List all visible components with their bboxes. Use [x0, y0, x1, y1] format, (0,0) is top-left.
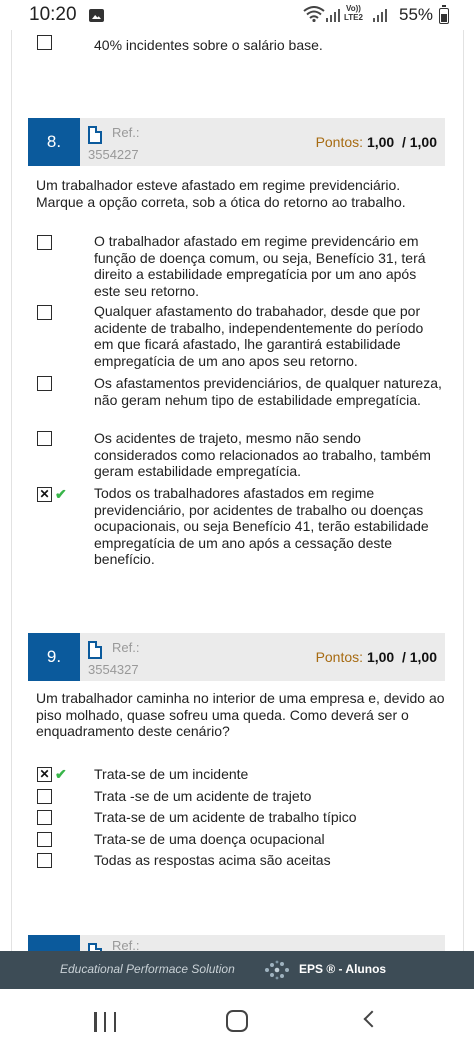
check-icon: ✔	[55, 766, 67, 782]
recents-icon[interactable]	[94, 1012, 116, 1032]
frame-border-right	[463, 30, 464, 951]
option-text: Os acidentes de trajeto, mesmo não sendo considerados como relacionados ao trabalho, também geram estabilidade empregatícia.	[94, 430, 431, 479]
navigation-bar	[0, 989, 474, 1053]
footer-tagline: Educational Performace Solution	[60, 962, 235, 976]
ref-code: 3554227	[88, 147, 139, 162]
option-checkbox[interactable]	[37, 832, 52, 847]
option-text: 40% incidentes sobre o salário base.	[94, 37, 323, 53]
question-points	[316, 649, 437, 665]
option-checkbox-checked[interactable]	[37, 487, 52, 502]
points-label: Pontos:	[315, 134, 364, 150]
battery-level: 55%	[399, 5, 434, 24]
volte-line-2: LTE2	[344, 13, 363, 22]
signal-icon	[326, 8, 342, 22]
footer-brand: EPS ® - Alunos	[299, 962, 387, 976]
exam-content[interactable]	[0, 30, 474, 951]
option-text: O trabalhador afastado em regime previdencário em função de doença comum, ou seja, Benefício 31, terá direito a estabilidade empregatícia por um ano após este seu retorno.	[94, 233, 426, 299]
points-total: 1,00	[409, 649, 437, 665]
question-number: 9.	[28, 633, 80, 681]
option-checkbox[interactable]	[37, 35, 52, 50]
back-icon[interactable]	[364, 1011, 381, 1028]
option-checkbox[interactable]	[37, 305, 52, 320]
points-separator: /	[401, 649, 406, 665]
question-header	[28, 118, 445, 166]
question-number	[28, 935, 80, 951]
option-checkbox[interactable]	[37, 431, 52, 446]
option-checkbox[interactable]	[37, 810, 52, 825]
option-text: Trata-se de um incidente	[94, 766, 249, 782]
volte-indicator	[344, 4, 363, 22]
volte-line-1: Vo))	[346, 4, 361, 13]
question-header	[28, 935, 445, 951]
eps-logo-icon	[262, 960, 292, 980]
option-text: Trata-se de uma doença ocupacional	[94, 831, 325, 847]
option-checkbox[interactable]	[37, 789, 52, 804]
option-checkbox[interactable]	[37, 376, 52, 391]
option-checkbox[interactable]	[37, 853, 52, 868]
points-value: 1,00	[366, 134, 395, 150]
footer-banner	[0, 951, 474, 989]
ref-label[interactable]: Ref.:	[112, 640, 140, 655]
document-icon[interactable]	[88, 126, 102, 144]
question-header	[28, 633, 445, 681]
option-checkbox-checked[interactable]	[37, 767, 52, 782]
option-text: Trata-se de um acidente de trabalho típico	[94, 809, 357, 825]
option-text: Qualquer afastamento do trabahador, desde que por acidente de trabalho, independentemente do período em que ficará afastado, lhe garantirá estabilidade empregatícia de um ano apos seu retorno.	[94, 303, 424, 369]
status-time: 10:20	[29, 4, 77, 25]
document-icon[interactable]	[88, 641, 102, 659]
wifi-icon	[303, 6, 325, 26]
points-separator: /	[401, 134, 406, 150]
question-number: 8.	[28, 118, 80, 166]
status-bar	[0, 0, 474, 30]
question-text: Um trabalhador caminha no interior de uma empresa e, devido ao piso molhado, quase sofreu uma queda. Como deverá ser o enquadramento deste cenário?	[36, 690, 445, 739]
ref-code: 3554327	[88, 662, 139, 677]
option-text: Trata -se de um acidente de trajeto	[94, 788, 312, 804]
points-label: Pontos:	[315, 649, 364, 665]
home-icon[interactable]	[226, 1010, 248, 1032]
option-text: Todas as respostas acima são aceitas	[94, 852, 331, 868]
option-checkbox[interactable]	[37, 235, 52, 250]
battery-icon	[439, 8, 449, 24]
frame-border-left	[11, 30, 12, 951]
ref-label[interactable]: Ref.:	[112, 938, 140, 951]
ref-label[interactable]: Ref.:	[112, 125, 140, 140]
option-text: Os afastamentos previdenciários, de qualquer natureza, não geram nehum tipo de estabilidade empregatícia.	[94, 375, 442, 408]
points-value: 1,00	[366, 649, 395, 665]
points-total: 1,00	[409, 134, 437, 150]
question-points	[316, 134, 437, 150]
document-icon[interactable]	[88, 943, 102, 951]
check-icon: ✔	[55, 486, 67, 502]
question-text: Um trabalhador esteve afastado em regime previdenciário. Marque a opção correta, sob a ótica do retorno ao trabalho.	[36, 177, 406, 210]
option-text: Todos os trabalhadores afastados em regime previdenciário, por acidentes de trabalho ou doenças ocupacionais, ou seja Benefício 41, terão estabilidade empregatícia de um ano após a cessação deste benefício.	[94, 485, 429, 567]
gallery-icon	[89, 9, 104, 22]
signal-icon	[373, 8, 389, 22]
